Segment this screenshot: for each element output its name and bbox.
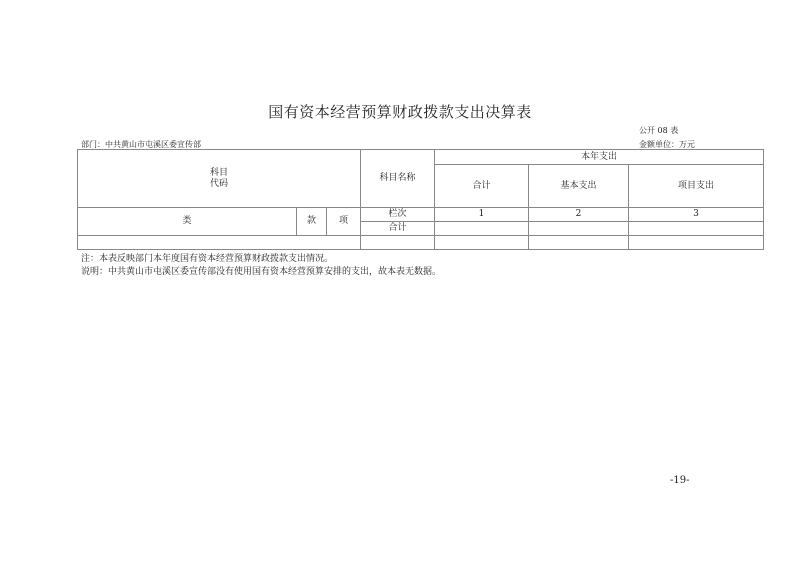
total-header: 合计 xyxy=(435,165,529,208)
sum-basic-cell xyxy=(529,222,629,236)
note-line: 注：本表反映部门本年度国有资本经营预算财政拨款支出情况。 xyxy=(81,254,334,264)
column-order-label: 栏次 xyxy=(361,208,435,222)
column-3-index: 3 xyxy=(629,208,764,222)
page-number: -19- xyxy=(670,475,690,486)
budget-table xyxy=(77,149,764,250)
amount-unit: 金额单位：万元 xyxy=(639,140,695,149)
column-2-index: 2 xyxy=(529,208,629,222)
department-label: 部门：中共黄山市屯溪区委宣传部 xyxy=(81,140,201,149)
header-row-1 xyxy=(78,150,764,165)
empty-name-cell xyxy=(361,236,435,250)
empty-basic-cell xyxy=(529,236,629,250)
empty-project-cell xyxy=(629,236,764,250)
sum-label: 合计 xyxy=(361,222,435,236)
category-kuan: 款 xyxy=(297,208,327,236)
code-label: 代码 xyxy=(210,178,229,189)
empty-total-cell xyxy=(435,236,529,250)
subject-label: 科目 xyxy=(210,167,229,178)
subject-code-header-cell xyxy=(78,150,361,208)
current-year-header: 本年支出 xyxy=(435,150,764,165)
form-number: 公开 08 表 xyxy=(639,126,679,135)
subject-name-header: 科目名称 xyxy=(361,150,435,208)
basic-expense-header: 基本支出 xyxy=(529,165,629,208)
category-lei: 类 xyxy=(78,208,297,236)
category-xiang: 项 xyxy=(327,208,361,236)
notes-block xyxy=(81,253,441,279)
explanation-line: 说明：中共黄山市屯溪区委宣传部没有使用国有资本经营预算安排的支出，故本表无数据。 xyxy=(81,267,442,277)
project-expense-header: 项目支出 xyxy=(629,165,764,208)
column-order-row xyxy=(78,208,764,222)
sum-total-cell xyxy=(435,222,529,236)
empty-code-cell xyxy=(78,236,361,250)
column-1-index: 1 xyxy=(435,208,529,222)
empty-data-row xyxy=(78,236,764,250)
sum-project-cell xyxy=(629,222,764,236)
table-title: 国有资本经营预算财政拨款支出决算表 xyxy=(268,103,532,121)
